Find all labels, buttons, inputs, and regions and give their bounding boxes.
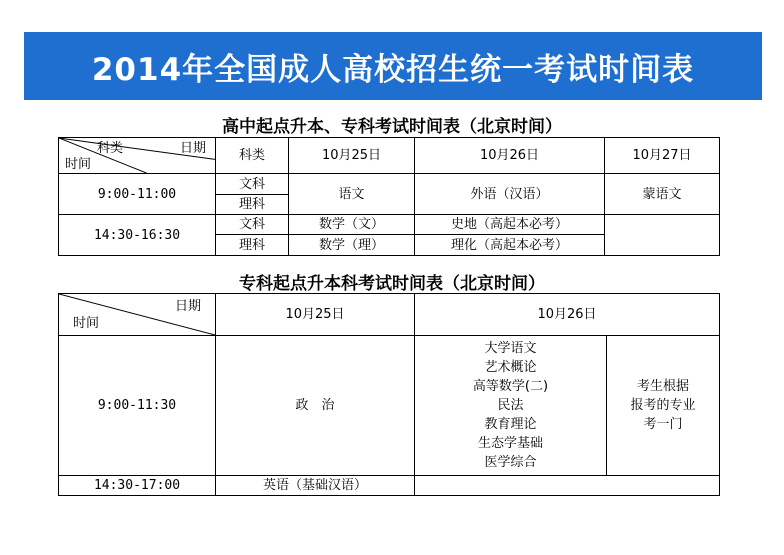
table-header-row [59, 138, 720, 174]
exam-cell: 英语（基础汉语） [216, 476, 415, 496]
exam-cell: 外语（汉语） [415, 174, 605, 215]
table-header-row [59, 294, 720, 336]
subject-type-cell: 理科 [216, 235, 289, 256]
exam-cell: 史地（高起本必考） [415, 215, 605, 235]
table1-title: 高中起点升本、专科考试时间表（北京时间） [222, 117, 562, 137]
title-banner [24, 32, 762, 100]
corner-header-cell [59, 138, 216, 174]
list-item: 高等数学(二) [472, 379, 549, 394]
session-time: 14:30-16:30 [59, 215, 216, 256]
subject-type-cell: 文科 [216, 174, 289, 195]
header-subject-type: 科类 [216, 138, 289, 174]
empty-cell [605, 215, 720, 256]
junior-college-schedule-table [58, 293, 720, 496]
header-date-oct25: 10月25日 [216, 294, 415, 336]
header-date-oct25: 10月25日 [289, 138, 415, 174]
corner-label-type: 科类 [97, 141, 124, 156]
exam-note [607, 336, 720, 476]
session-time: 14:30-17:00 [59, 476, 216, 496]
note-line: 考一门 [643, 417, 683, 432]
list-item: 医学综合 [484, 455, 537, 470]
header-date-oct26: 10月26日 [415, 294, 720, 336]
subject-list [415, 336, 607, 476]
table-row [59, 336, 720, 476]
empty-cell [415, 476, 720, 496]
list-item: 艺术概论 [484, 360, 537, 375]
table2-title: 专科起点升本科考试时间表（北京时间） [239, 274, 545, 294]
high-school-schedule-table [58, 137, 720, 256]
corner-header-cell [59, 294, 216, 336]
corner-label-date: 日期 [174, 299, 201, 314]
list-item: 大学语文 [484, 341, 537, 356]
exam-cell: 政 治 [216, 336, 415, 476]
header-date-oct27: 10月27日 [605, 138, 720, 174]
table-row [59, 174, 720, 195]
table-row [59, 215, 720, 235]
list-item: 生态学基础 [477, 436, 543, 451]
subject-type-cell: 理科 [216, 195, 289, 215]
session-time: 9:00-11:00 [59, 174, 216, 215]
exam-cell: 数学（文） [289, 215, 415, 235]
exam-cell: 理化（高起本必考） [415, 235, 605, 256]
note-line: 报考的专业 [630, 398, 696, 413]
list-item: 教育理论 [484, 417, 537, 432]
corner-label-date: 日期 [179, 141, 206, 156]
exam-cell: 语文 [289, 174, 415, 215]
page-title: 2014年全国成人高校招生统一考试时间表 [91, 51, 695, 88]
corner-label-time: 时间 [65, 157, 92, 172]
note-line: 考生根据 [636, 379, 689, 394]
header-date-oct26: 10月26日 [415, 138, 605, 174]
table-row [59, 476, 720, 496]
exam-cell: 数学（理） [289, 235, 415, 256]
session-time: 9:00-11:30 [59, 336, 216, 476]
exam-cell: 蒙语文 [605, 174, 720, 215]
corner-label-time: 时间 [73, 316, 100, 331]
list-item: 民法 [497, 398, 524, 413]
subject-type-cell: 文科 [216, 215, 289, 235]
